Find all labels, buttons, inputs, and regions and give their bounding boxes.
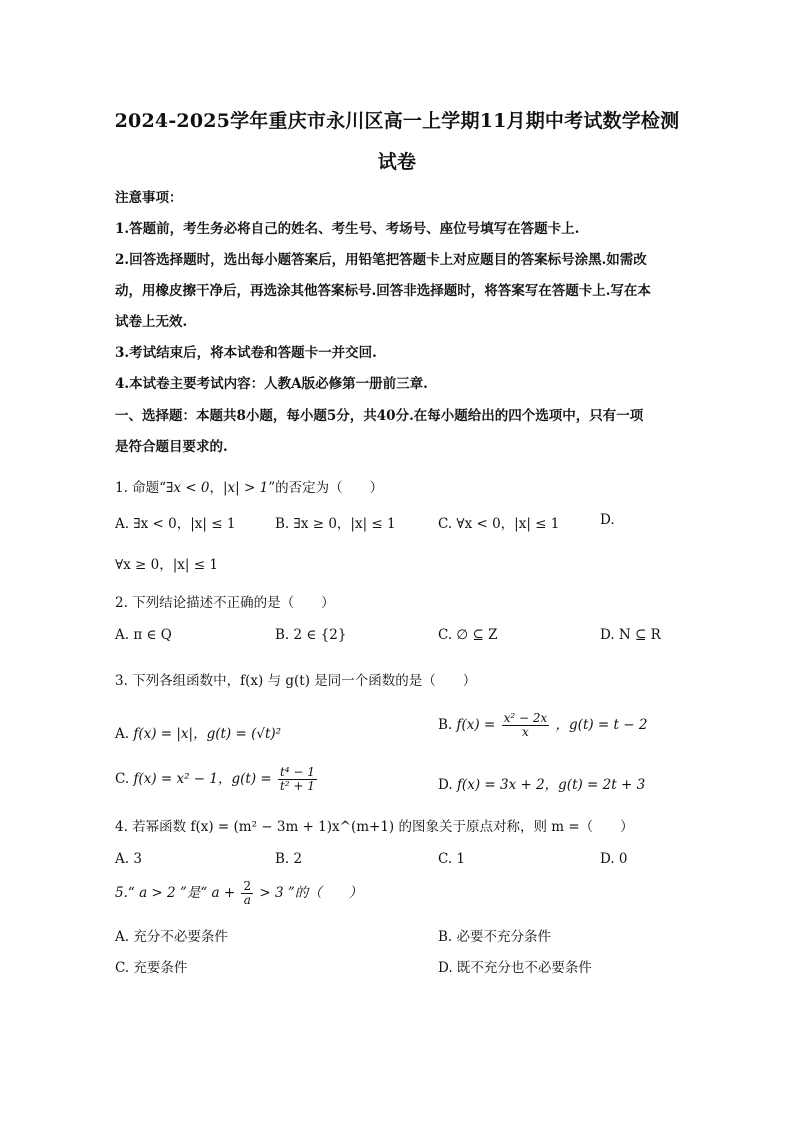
notice-item-4: 4.本试卷主要考试内容：人教A版必修第一册前三章. xyxy=(115,376,428,392)
q3-stem: 3. 下列各组函数中，f(x) 与 g(t) 是同一个函数的是（ ） xyxy=(115,673,477,689)
q3-option-b-f: f(x) = xyxy=(456,717,496,734)
q4-option-c: C. 1 xyxy=(438,851,466,867)
q5-fraction-numerator: 2 xyxy=(243,879,252,893)
q4-option-a: A. 3 xyxy=(115,851,142,867)
q3-option-c-numerator: t⁴ − 1 xyxy=(279,765,315,779)
q3-option-c-f: f(x) = x² − 1，g(t) = xyxy=(133,771,272,788)
q5-option-d: D. 既不充分也不必要条件 xyxy=(438,960,592,976)
q3-option-d-label: D. xyxy=(438,777,453,793)
q3-option-c-fraction xyxy=(278,766,317,793)
q1-stem-prefix: 1. 命题“ xyxy=(115,480,167,496)
q5-stem-suffix: > 3 ”的（ ） xyxy=(259,885,363,902)
q3-option-b xyxy=(438,712,647,739)
q1-option-c: C. ∀x < 0，|x| ≤ 1 xyxy=(438,516,560,532)
q3-option-c-label: C. xyxy=(115,771,130,788)
q1-option-b: B. ∃x ≥ 0，|x| ≤ 1 xyxy=(275,516,396,532)
q2-option-a: A. π ∈ Q xyxy=(115,627,172,643)
q1-stem-separator: ， xyxy=(209,480,223,496)
notice-heading: 注意事项： xyxy=(115,190,183,206)
q3-option-c xyxy=(115,766,319,793)
exam-title-line1: 2024-2025学年重庆市永川区高一上学期11月期中考试数学检测 xyxy=(114,110,680,132)
q3-option-b-fraction xyxy=(502,712,550,739)
q5-stem-prefix: 5.“ a > 2 ”是“ a + xyxy=(115,885,236,902)
q3-option-d-text: f(x) = 3x + 2，g(t) = 2t + 3 xyxy=(456,777,646,793)
q1-option-d-label: D. xyxy=(600,512,615,528)
q5-option-a: A. 充分不必要条件 xyxy=(115,929,228,945)
q3-option-a-text: f(x) = |x|，g(t) = (√t)² xyxy=(133,726,282,742)
q2-option-b: B. 2 ∈ {2} xyxy=(275,627,347,643)
q1-stem xyxy=(115,476,383,496)
q1-stem-math1: ∃x < 0 xyxy=(166,480,210,496)
exam-title-line2: 试卷 xyxy=(377,151,417,173)
q5-fraction-denominator: a xyxy=(243,893,251,908)
q4-stem: 4. 若幂函数 f(x) = (m² − 3m + 1)x^(m+1) 的图象关于原点对称，则 m =（ ） xyxy=(115,819,634,835)
q1-stem-suffix: ”的否定为（ ） xyxy=(268,480,384,496)
notice-item-2b: 动，用橡皮擦干净后，再选涂其他答案标号.回答非选择题时，将答案写在答题卡上.写在本 xyxy=(115,283,651,299)
q3-option-a xyxy=(115,722,281,742)
q2-stem: 2. 下列结论描述不正确的是（ ） xyxy=(115,595,335,611)
q1-option-a: A. ∃x < 0，|x| ≤ 1 xyxy=(115,516,236,532)
notice-item-3: 3.考试结束后，将本试卷和答题卡一并交回. xyxy=(115,345,377,361)
q4-option-d: D. 0 xyxy=(600,851,628,867)
q4-option-b: B. 2 xyxy=(275,851,303,867)
q5-option-b: B. 必要不充分条件 xyxy=(438,929,552,945)
notice-item-2a: 2.回答选择题时，选出每小题答案后，用铅笔把答题卡上对应题目的答案标号涂黑.如需改 xyxy=(115,252,647,268)
q5-option-c: C. 充要条件 xyxy=(115,960,188,976)
notice-item-1: 1.答题前，考生务必将自己的姓名、考生号、考场号、座位号填写在答题卡上. xyxy=(115,221,580,237)
q2-option-c: C. ∅ ⊆ Z xyxy=(438,627,498,643)
section-1-line2: 是符合题目要求的. xyxy=(115,439,228,455)
q5-fraction xyxy=(241,880,253,907)
q1-stem-math2: |x| > 1 xyxy=(223,480,269,496)
section-1-line1: 一、选择题：本题共8小题，每小题5分，共40分.在每小题给出的四个选项中，只有一项 xyxy=(115,408,644,424)
q1-option-d: ∀x ≥ 0，|x| ≤ 1 xyxy=(115,557,218,573)
q3-option-b-g: ，g(t) = t − 2 xyxy=(555,717,648,734)
notice-item-2c: 试卷上无效. xyxy=(115,314,188,330)
q3-option-a-label: A. xyxy=(115,726,130,742)
q3-option-c-denominator: t² + 1 xyxy=(279,779,315,794)
q2-option-d: D. N ⊆ R xyxy=(600,627,661,643)
q3-option-b-numerator: x² − 2x xyxy=(503,711,548,725)
q5-stem xyxy=(115,880,362,907)
q3-option-b-label: B. xyxy=(438,717,453,734)
q3-option-b-denominator: x xyxy=(522,725,529,740)
q3-option-d xyxy=(438,773,645,793)
